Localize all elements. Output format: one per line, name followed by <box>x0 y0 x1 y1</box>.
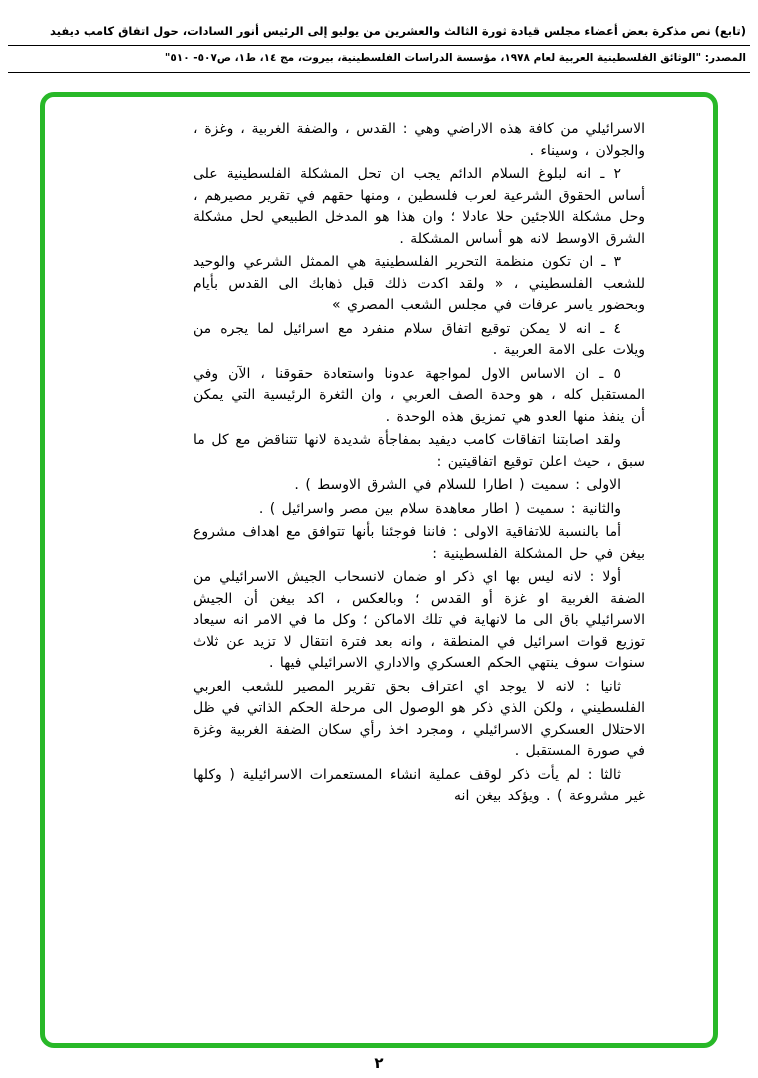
document-paragraph: ٤ ـ انه لا يمكن توقيع اتفاق سلام منفرد مع اسرائيل لما يجره من ويلات على الامة العربية . <box>193 320 645 358</box>
page-header <box>8 20 750 73</box>
document-paragraph: والثانية : سميت ( اطار معاهدة سلام بين مصر واسرائيل ) . <box>258 500 621 517</box>
document-paragraph: ثالثا : لم يأت ذكر لوقف عملية انشاء المستعمرات الاسرائيلية ( وكلها غير مشروعة ) . ويؤكد بيغن انه <box>193 766 645 804</box>
document-paragraph: أما بالنسبة للاتفاقية الاولى : فاننا فوجئنا بأنها تتوافق مع اهداف مشروع بيغن في حل المشكلة الفلسطينية : <box>193 524 645 562</box>
document-paragraph: أولا : لانه ليس بها اي ذكر او ضمان لانسحاب الجيش الاسرائيلي من الضفة الغربية او غزة أو القدس ؛ وبالعكس ، اكد بيغن أن الجيش الاسرائيلي باق الى ما لانهاية في تلك الاماكن ؛ وكل ما في الامر انه سيعاد توزيع قوات اسرائيل في المنطقة ، وانه بعد فترة انتقال لا تزيد عن ثلاث سنوات سوف ينتهي الحكم العسكري والاداري الاسرائيلي فيها . <box>193 569 645 671</box>
document-paragraph: ثانيا : لانه لا يوجد اي اعتراف بحق تقرير المصير للشعب العربي الفلسطيني ، ولكن الذي ذكر هو الوصول الى مرحلة الحكم الذاتي في ظل الاحتلال العسكري الاسرائيلي ، ومجرد اخذ رأي سكان الضفة الغربية وغزة في صورة المستقبل . <box>193 678 645 759</box>
header-title: (تابع) نص مذكرة بعض أعضاء مجلس قيادة ثورة الثالث والعشرين من يوليو إلى الرئيس أنور السادات، حول اتفاق كامب ديفيد <box>8 20 750 46</box>
document-body <box>193 119 645 810</box>
document-paragraph: ٢ ـ انه لبلوغ السلام الدائم يجب ان تحل المشكلة الفلسطينية على أساس الحقوق الشرعية لعرب فلسطين ، ومنها حقهم في تقرير مصيرهم ، وحل مشكلة اللاجئين حلا عادلا ؛ وان هذا هو المدخل الطبيعي لحل مشكلة الشرق الاوسط لانه هو أساس المشكلة . <box>193 166 645 247</box>
header-source: المصدر: "الوثائق الفلسطينية العربية لعام ١٩٧٨، مؤسسة الدراسات الفلسطينية، بيروت، مج ١٤، ط١، ص٥٠٧- ٥١٠" <box>8 46 750 73</box>
text-frame-border <box>40 92 718 1048</box>
document-paragraph: ولقد اصابتنا اتفاقات كامب ديفيد بمفاجأة شديدة لانها تتناقض مع كل ما سبق ، حيث اعلن توقيع اتفاقيتين : <box>193 432 645 470</box>
page-number: ٢ <box>374 1054 384 1072</box>
document-paragraph: الاولى : سميت ( اطارا للسلام في الشرق الاوسط ) . <box>294 477 621 493</box>
document-paragraph: الاسرائيلي من كافة هذه الاراضي وهي : القدس ، والضفة الغربية ، وغزة ، والجولان ، وسيناء . <box>193 121 645 159</box>
document-paragraph: ٣ ـ ان تكون منظمة التحرير الفلسطينية هي الممثل الشرعي والوحيد للشعب الفلسطيني ، « ولقد اكدت ذلك قبل ذهابك الى القدس بأيام وبحضور ياسر عرفات في مجلس الشعب المصري » <box>193 254 645 313</box>
document-paragraph: ٥ ـ ان الاساس الاول لمواجهة عدونا واستعادة حقوقنا ، الآن وفي المستقبل كله ، هو وحدة الصف العربي ، وان الثغرة الرئيسية التي يمكن أن ينفذ منها العدو هي تمزيق هذه الوحدة . <box>193 365 645 425</box>
